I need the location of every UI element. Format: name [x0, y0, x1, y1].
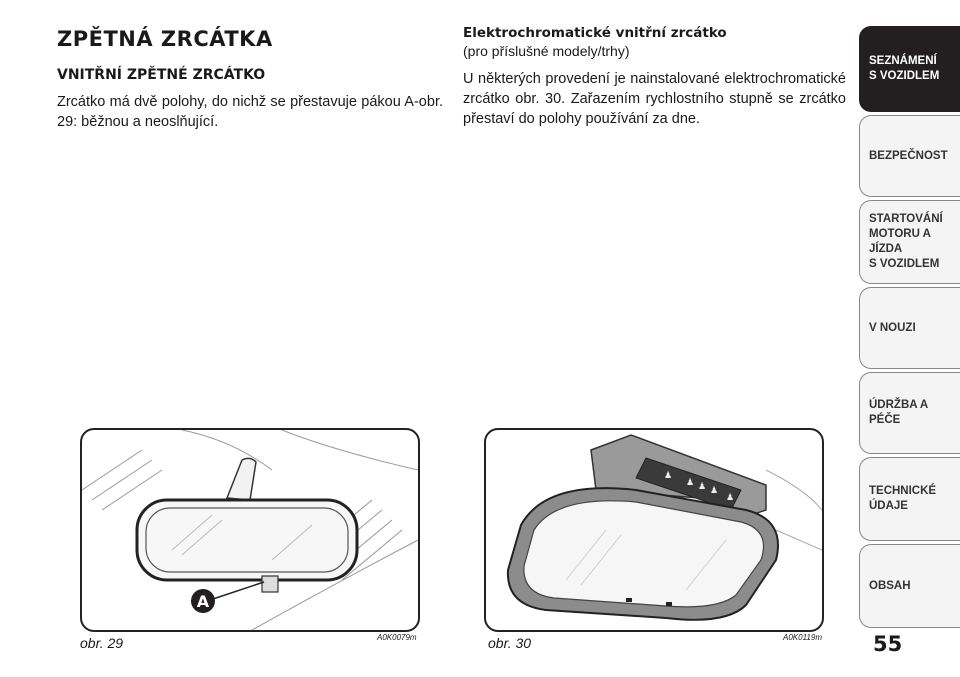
electrochromatic-subtitle: (pro příslušné modely/trhy)	[463, 43, 630, 59]
section-title: ZPĚTNÁ ZRCÁTKA	[57, 27, 273, 51]
figure-30-caption: obr. 30	[488, 635, 532, 651]
tab-seznameni[interactable]: SEZNÁMENÍ S VOZIDLEM	[859, 26, 960, 112]
svg-text:♟: ♟	[726, 493, 735, 503]
svg-text:♟: ♟	[686, 478, 695, 488]
tab-obsah[interactable]: OBSAH	[859, 544, 960, 628]
electrochromatic-title: Elektrochromatické vnitřní zrcátko	[463, 25, 727, 41]
figure-29-code: A0K0079m	[377, 633, 417, 642]
figure-29-caption: obr. 29	[80, 635, 124, 651]
page-number: 55	[873, 632, 903, 656]
svg-text:♟: ♟	[698, 482, 707, 492]
svg-text:♟: ♟	[664, 471, 673, 481]
figure-29	[80, 428, 420, 632]
mirror-illustration-30	[486, 430, 822, 630]
figure-30-code: A0K0119m	[783, 633, 822, 642]
figure-30	[484, 428, 824, 632]
mirror-illustration-29	[82, 430, 418, 630]
subsection-title: VNITŘNÍ ZPĚTNÉ ZRCÁTKO	[57, 67, 266, 83]
lever-a-label: A	[196, 592, 210, 611]
left-paragraph: Zrcátko má dvě polohy, do nichž se přestavuje pákou A-obr. 29: běžnou a neoslňující.	[57, 94, 443, 130]
tab-udrzba[interactable]: ÚDRŽBA A PÉČE	[859, 372, 960, 454]
right-paragraph: U některých provedení je nainstalované elektrochromatické zrcátko obr. 30. Zařazením rychlostního stupně se zrcátko přestaví do polohy používání za dne.	[463, 71, 846, 127]
svg-text:♟: ♟	[710, 486, 719, 496]
tab-v-nouzi[interactable]: V NOUZI	[859, 287, 960, 369]
tab-bezpecnost[interactable]: BEZPEČNOST	[859, 115, 960, 197]
tab-startovani[interactable]: STARTOVÁNÍ MOTORU A JÍZDA S VOZIDLEM	[859, 200, 960, 284]
tab-technicke-udaje[interactable]: TECHNICKÉ ÚDAJE	[859, 457, 960, 541]
